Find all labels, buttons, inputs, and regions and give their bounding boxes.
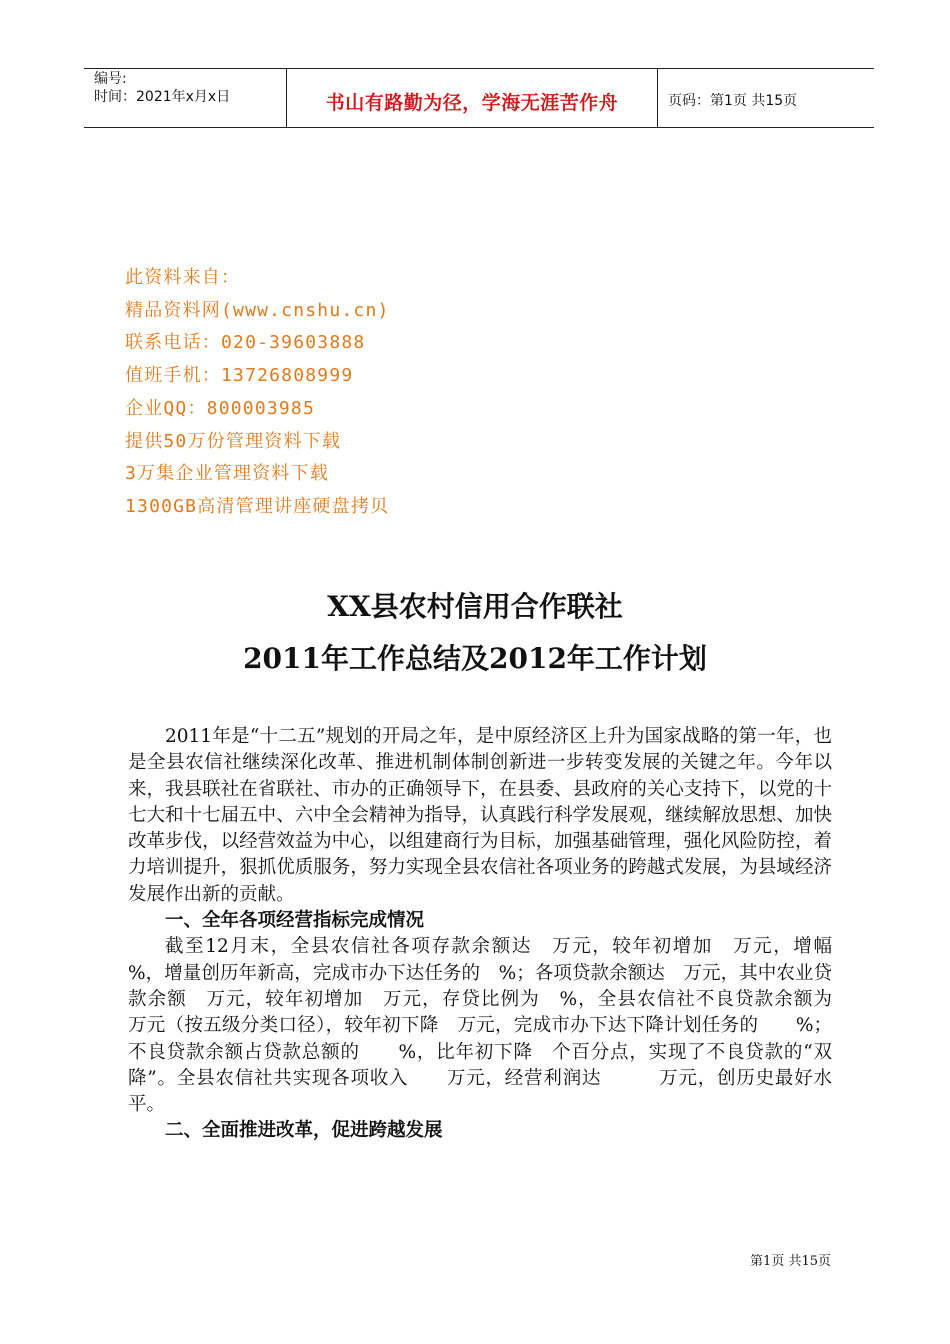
document-title-line2: 2011年工作总结及2012年工作计划: [243, 642, 707, 675]
promo-line: 提供50万份管理资料下载: [125, 430, 342, 452]
promo-block: [125, 262, 390, 524]
header-meta: [84, 69, 287, 127]
section-heading: 一、全年各项经营指标完成情况: [165, 910, 425, 932]
header-motto: 书山有路勤为径，学海无涯苦作舟: [287, 69, 658, 127]
promo-line: 此资料来自：: [125, 267, 241, 288]
body-paragraph: 2011年是“十二五”规划的开局之年，是中原经济区上升为国家战略的第一年，也是全县农信社继续深化改革、推进机制体制创新进一步转变发展的关键之年。今年以来，我县联社在省联社、市办的正确领导下，在县委、县政府的关心支持下，以党的十七大和十七届五中、六中全会精神为指导，认真践行科学发展观，继续解放思想、加快改革步伐，以经营效益为中心，以组建商行为目标，加强基础管理，强化风险防控，着力培训提升，狠抓优质服务，努力实现全县农信社各项业务的跨越式发展，为县域经济发展作出新的贡献。: [128, 726, 832, 905]
page-header: [84, 68, 874, 128]
promo-line: 值班手机：13726808999: [125, 365, 354, 387]
number-label: 编号:: [94, 71, 127, 87]
promo-line: 联系电话：020-39603888: [125, 332, 366, 354]
document-title-line1: XX县农村信用合作联社: [327, 590, 623, 623]
time-label: 时间：2021年x月x日: [94, 89, 231, 105]
promo-line: 1300GB高清管理讲座硬盘拷贝: [125, 495, 390, 517]
promo-line: 企业QQ：800003985: [125, 397, 316, 419]
section-heading: 二、全面推进改革，促进跨越发展: [165, 1120, 443, 1142]
body-paragraph: 截至12月末，全县农信社各项存款余额达 万元，较年初增加 万元，增幅 %，增量创历年新高，完成市办下达任务的 %；各项贷款余额达 万元，其中农业贷款余额 万元，较年初增加 万元，存贷比例为 %，全县农信社不良贷款余额为 万元（按五级分类口径），较年初下降 万元，完成市办下达下降计划任务的 %；不良贷款余额占贷款总额的 %，比年初下降 个百分点，实现了不良贷款的“双降”。全县农信社共实现各项收入 万元，经营利润达 万元，创历史最好水平。: [128, 936, 870, 1116]
promo-line: 精品资料网(www.cnshu.cn): [125, 299, 390, 321]
header-page-label: 页码：第1页 共15页: [668, 93, 798, 109]
document-body: [128, 724, 870, 1145]
page-footer: 第1页 共15页: [750, 1254, 831, 1269]
promo-line: 3万集企业管理资料下载: [125, 463, 330, 485]
